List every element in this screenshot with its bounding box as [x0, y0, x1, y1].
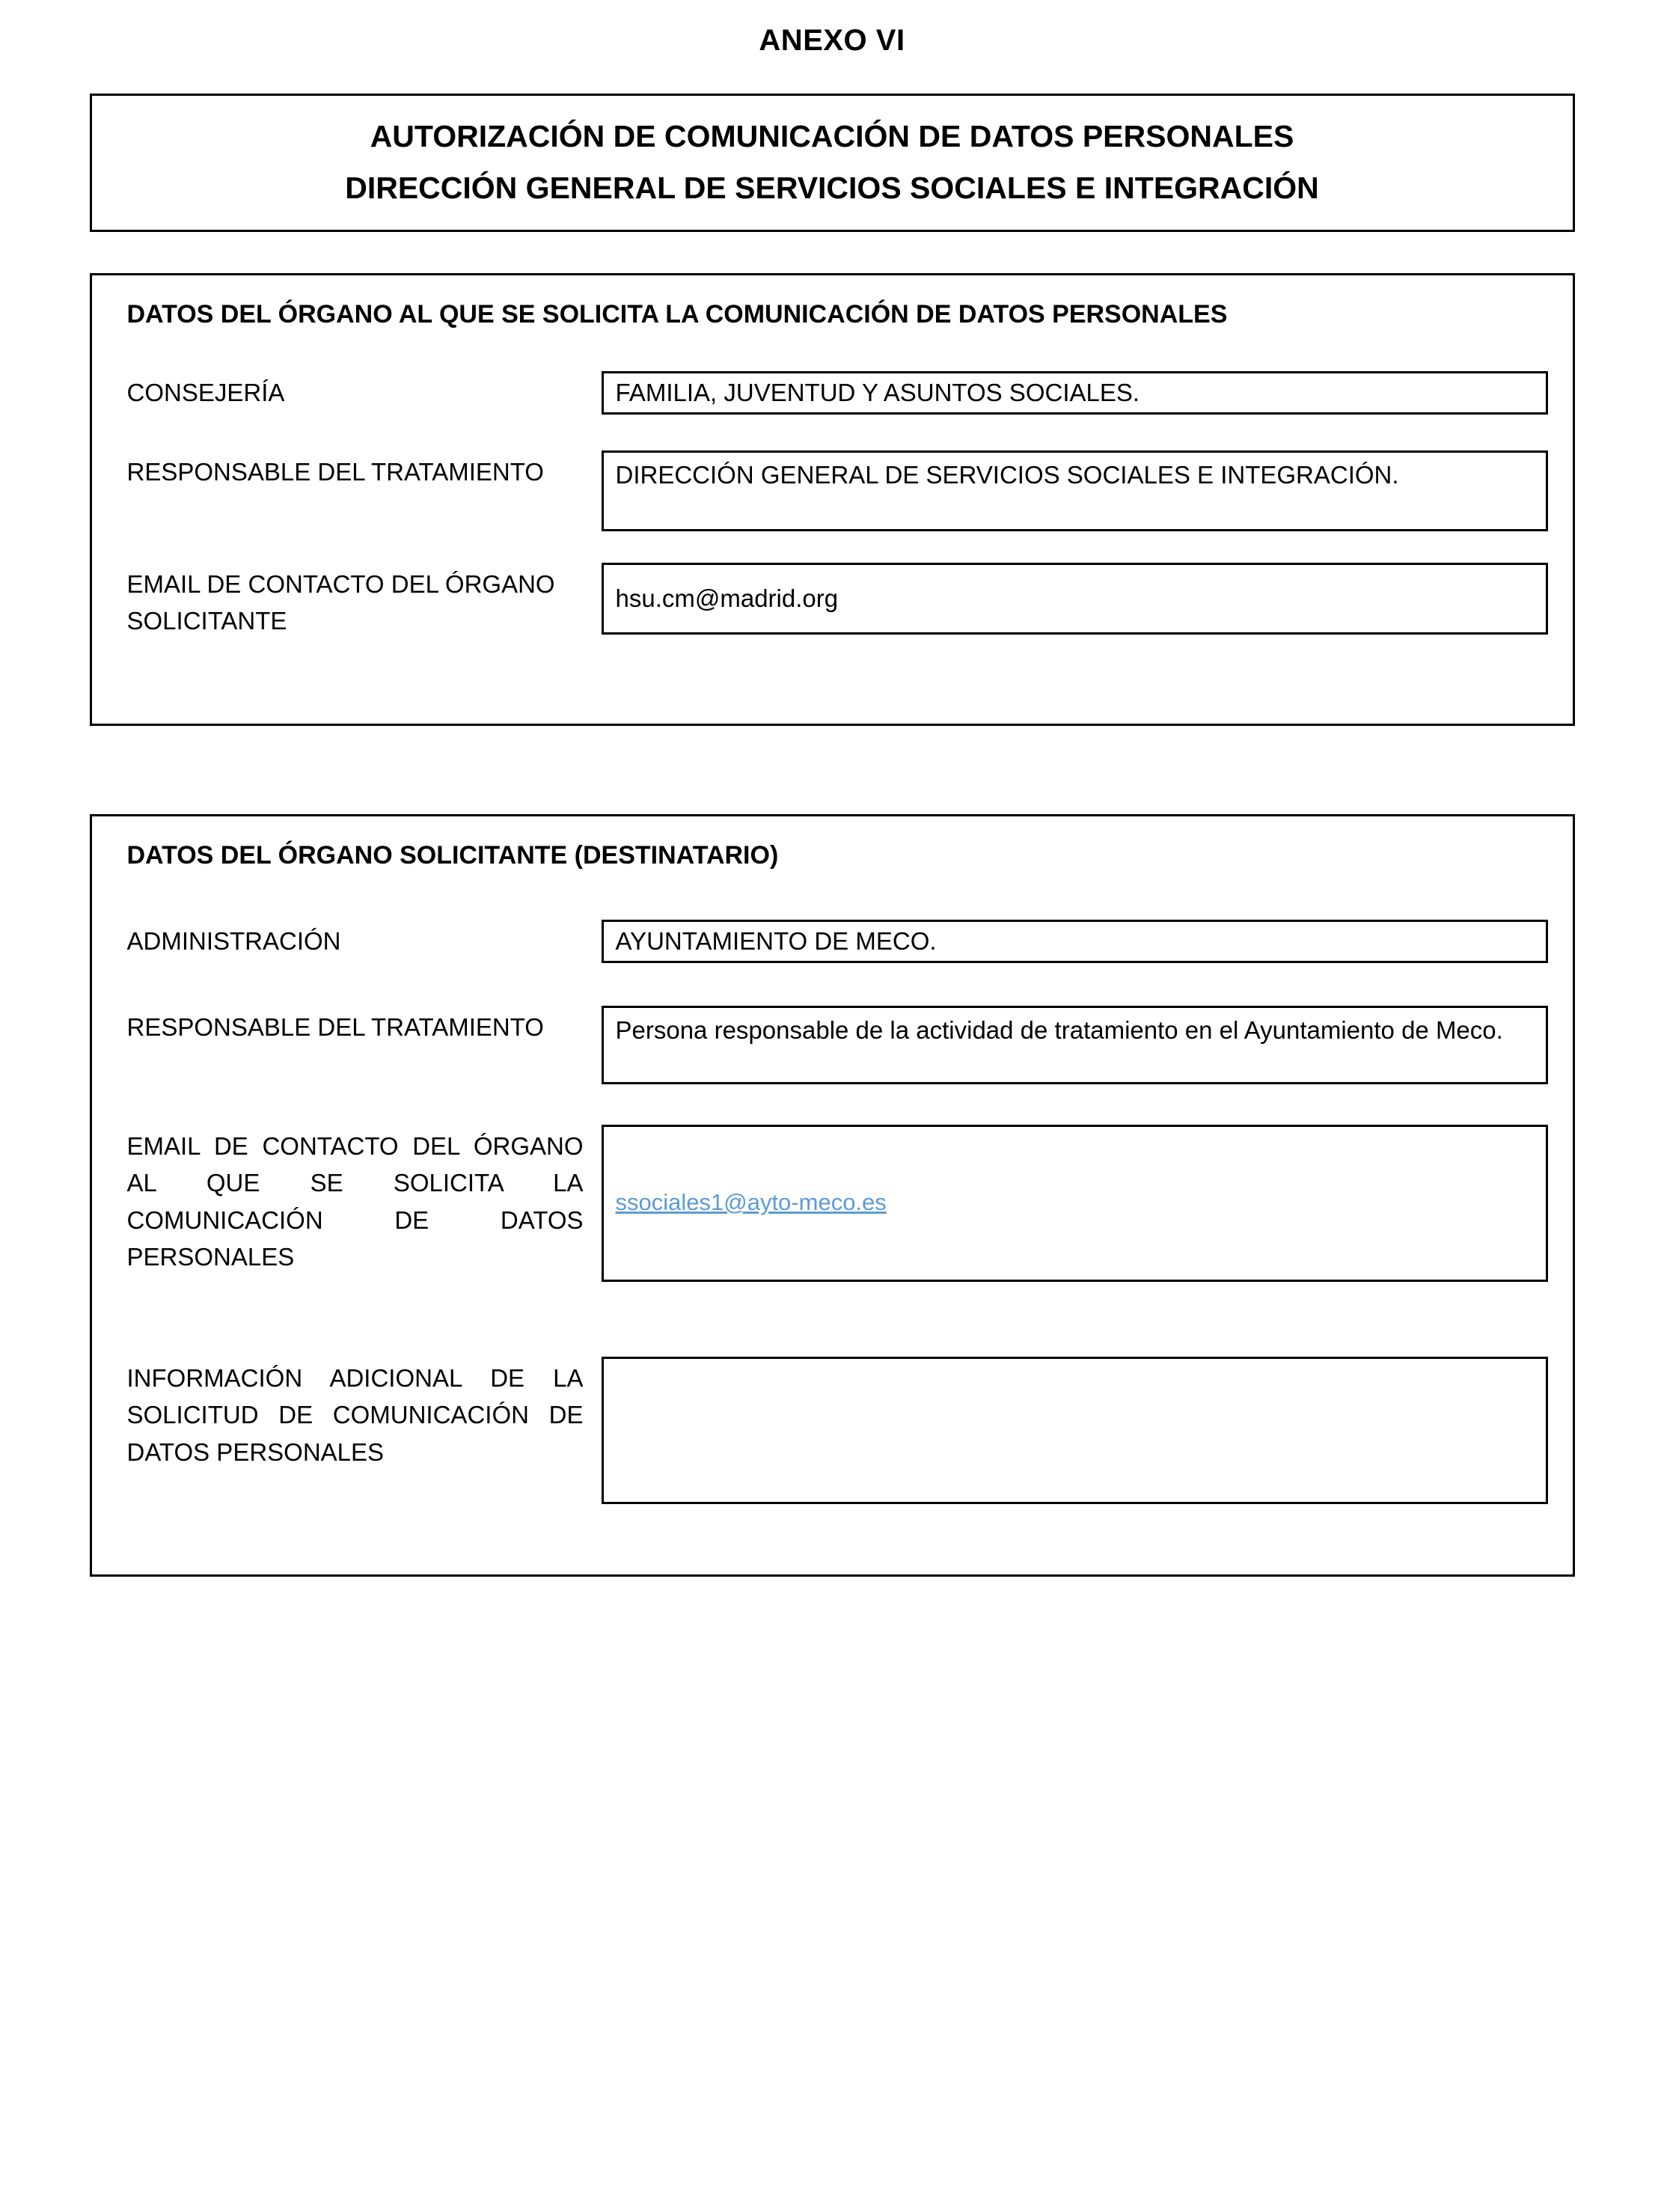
field-row-email-2	[127, 1125, 1548, 1282]
section1-title: DATOS DEL ÓRGANO AL QUE SE SOLICITA LA COMUNICACIÓN DE DATOS PERSONALES	[126, 299, 1228, 329]
administracion-label: ADMINISTRACIÓN	[126, 926, 341, 955]
responsable1-label: RESPONSABLE DEL TRATAMIENTO	[126, 457, 544, 486]
header-line-1: AUTORIZACIÓN DE COMUNICACIÓN DE DATOS PERSONALES	[370, 119, 1294, 153]
administracion-value: AYUNTAMIENTO DE MECO.	[615, 926, 937, 955]
responsable1-value: DIRECCIÓN GENERAL DE SERVICIOS SOCIALES E INTEGRACIÓN.	[615, 460, 1399, 489]
field-row-administracion	[127, 920, 1548, 963]
info-adicional-field	[602, 1357, 1548, 1504]
responsable1-field	[602, 450, 1548, 531]
responsable2-label: RESPONSABLE DEL TRATAMIENTO	[126, 1012, 544, 1041]
consejeria-field	[602, 371, 1548, 415]
responsable2-value: Persona responsable de la actividad de tratamiento en el Ayuntamiento de Meco.	[615, 1015, 1503, 1044]
email1-field	[602, 563, 1548, 635]
email2-label: EMAIL DE CONTACTO DEL ÓRGANO AL QUE SE SOLICITA LA COMUNICACIÓN DE DATOS PERSONALES	[126, 1131, 584, 1271]
document-header-box	[90, 94, 1575, 232]
page-title: ANEXO VI	[759, 24, 905, 57]
field-row-responsable-1	[127, 450, 1548, 531]
email2-link[interactable]: ssociales1@ayto-meco.es	[615, 1189, 887, 1216]
section-organo-solicitante	[90, 814, 1575, 1577]
field-row-consejeria	[127, 371, 1548, 415]
field-row-info-adicional	[127, 1357, 1548, 1504]
field-row-email-1	[127, 563, 1548, 640]
info-adicional-label: INFORMACIÓN ADICIONAL DE LA SOLICITUD DE COMUNICACIÓN DE DATOS PERSONALES	[126, 1363, 584, 1466]
responsable2-field	[602, 1006, 1548, 1084]
administracion-field	[602, 920, 1548, 963]
field-row-responsable-2	[127, 1006, 1548, 1084]
section2-title: DATOS DEL ÓRGANO SOLICITANTE (DESTINATARIO)	[126, 840, 779, 870]
section-organo-solicitado	[90, 273, 1575, 726]
email1-value: hsu.cm@madrid.org	[615, 584, 839, 612]
email2-field	[602, 1125, 1548, 1282]
consejeria-value: FAMILIA, JUVENTUD Y ASUNTOS SOCIALES.	[615, 378, 1140, 406]
header-line-2: DIRECCIÓN GENERAL DE SERVICIOS SOCIALES E INTEGRACIÓN	[345, 171, 1319, 206]
email1-label: EMAIL DE CONTACTO DEL ÓRGANO SOLICITANTE	[126, 569, 555, 635]
consejeria-label: CONSEJERÍA	[126, 378, 285, 406]
